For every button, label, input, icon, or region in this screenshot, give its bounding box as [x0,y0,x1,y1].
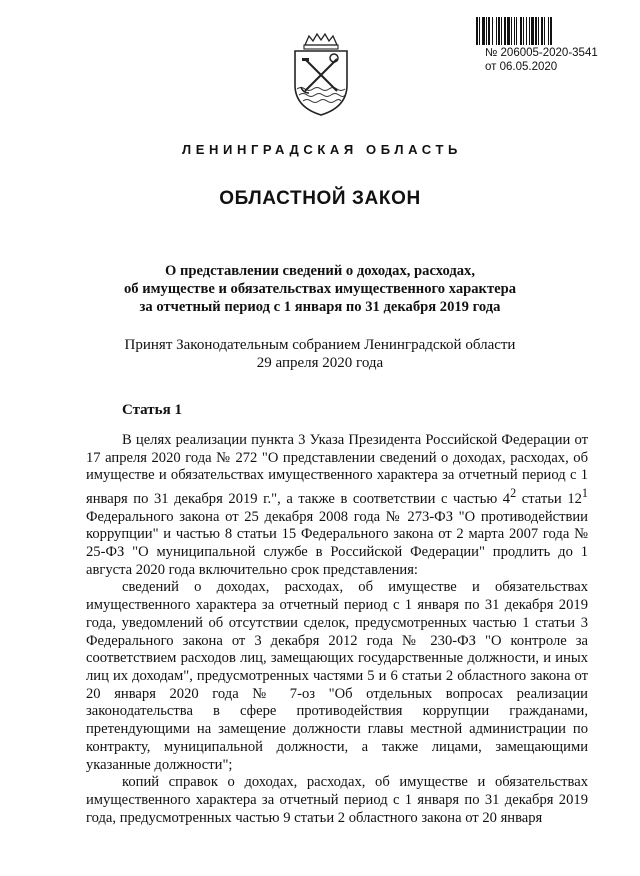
law-title [60,262,580,316]
adoption-note [60,336,580,372]
registration-date: от 06.05.2020 [485,61,558,73]
paragraph-text: Федерального закона от 25 декабря 2008 года № 273-ФЗ "О противодействии коррупции" и частью 8 статьи 15 Федерального закона от 2 марта 2007 года № 25-ФЗ "О муниципальной службе в Российской Федерации" продлить до 1 августа 2020 года включительно срок представления: [86,508,588,578]
article-paragraph: сведений о доходах, расходах, об имуществе и обязательствах имущественного характера за отчетный период с 1 января по 31 декабря 2019 года, уведомлений об отсутствии сделок, предусмотренных частью 1 статьи 3 Федерального закона от 3 декабря 2012 года № 230-ФЗ "О контроле за соответствием расходов лиц, замещающих государственные должности, и иных лиц их доходам", предусмотренных частями 5 и 6 статьи 2 областного закона от 20 января 2020 года № 7-оз "Об отдельных вопросах реализации законодательства в сфере противодействия коррупции гражданами, претендующими на замещение должности главы местной администрации по контракту, муниципальной должности, а также лицами, замещающими указанные должности"; [86,579,588,773]
article-paragraph: копий справок о доходах, расходах, об имуществе и обязательствах имущественного характера за отчетный период с 1 января по 31 декабря 2019 года, предусмотренных частью 9 статьи 2 областного закона от 20 января [86,774,588,826]
superscript: 2 [510,486,517,501]
paragraph-text: статьи 12 [516,490,582,507]
paragraph-text: В целях реализации пункта 3 Указа Президента Российской Федерации от 17 апреля 2020 года № 272 "О представлении сведений о доходах, расходах, об имуществе и обязательствах имущественного характера за отчетный период с 1 января по 31 декабря 2019 г.", а также в соответствии с частью 4 [86,432,588,507]
registration-number: № 206005-2020-3541 [485,47,598,59]
law-title-line: О представлении сведений о доходах, расходах, [164,263,475,279]
law-type-heading: ОБЛАСТНОЙ ЗАКОН [219,188,421,209]
adoption-date: 29 апреля 2020 года [256,355,384,371]
law-title-line: об имуществе и обязательствах имущественного характера [123,281,517,297]
adoption-line: Принят Законодательным собранием Ленинградской области [124,337,516,353]
article-heading: Статья 1 [122,402,182,418]
coat-of-arms-icon [287,33,355,117]
law-title-line: за отчетный период с 1 января по 31 декабря 2019 года [139,299,501,315]
article-body [86,432,588,827]
region-name: ЛЕНИНГРАДСКАЯ ОБЛАСТЬ [182,142,462,157]
article-paragraph [86,432,588,579]
registration-block [485,46,598,74]
superscript: 1 [581,486,588,501]
barcode-icon [476,17,592,45]
